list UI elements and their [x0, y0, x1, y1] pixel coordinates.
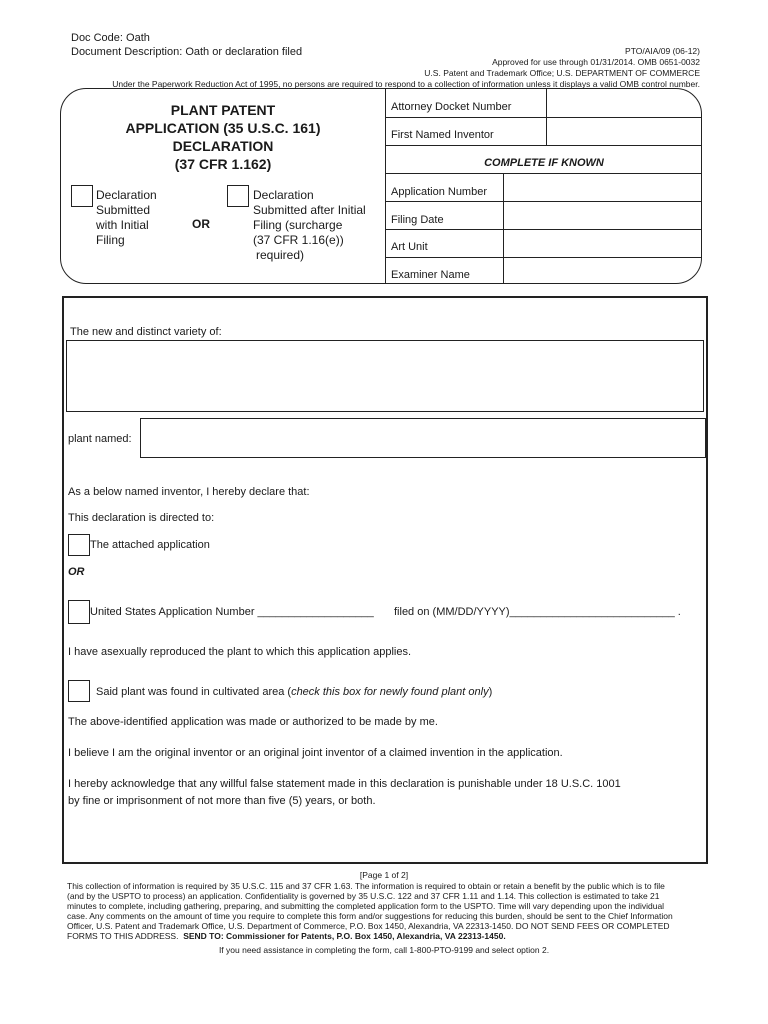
application-number-field[interactable] [505, 175, 701, 200]
attached-application-checkbox[interactable] [68, 534, 90, 556]
plant-named-field[interactable] [140, 418, 706, 458]
burden-line: case. Any comments on the amount of time you require to complete this form and/or suggestions for reducing this burden, should be sent to the Chief Information [67, 911, 673, 921]
option-a-line: Submitted [96, 203, 151, 217]
form-id: PTO/AIA/09 (06-12) [625, 46, 700, 56]
title-line-3: DECLARATION [172, 138, 274, 154]
filed-on-label: filed on (MM/DD/YYYY)___________________________ . [394, 606, 681, 618]
declare-line: As a below named inventor, I hereby declare that: [68, 486, 310, 498]
option-b-line: required) [256, 248, 305, 262]
cultivated-area-label [96, 686, 492, 698]
option-after-filing [253, 188, 366, 263]
grid-divider [385, 145, 702, 146]
plant-named-label: plant named: [68, 433, 132, 445]
grid-divider [385, 117, 702, 118]
burden-line: FORMS TO THIS ADDRESS. [67, 931, 179, 941]
agency-line: U.S. Patent and Trademark Office; U.S. DEPARTMENT OF COMMERCE [424, 68, 700, 78]
burden-line: This collection of information is required by 35 U.S.C. 115 and 37 CFR 1.63. The information is required to obtain or retain a benefit by the public which is to file [67, 881, 665, 891]
assistance-line: If you need assistance in completing the form, call 1-800-PTO-9199 and select option 2. [218, 945, 550, 955]
burden-line: minutes to complete, including gathering, preparing, and submitting the completed application form to the USPTO. Time will vary depending upon the individual [67, 901, 665, 911]
variety-label: The new and distinct variety of: [70, 326, 222, 338]
option-a-line: with Initial [96, 218, 149, 232]
cultivated-italic: check this box for newly found plant only [291, 686, 489, 698]
art-unit-label: Art Unit [391, 241, 428, 253]
authorized-statement: The above-identified application was made or authorized to be made by me. [68, 716, 438, 728]
or-label: OR [192, 217, 210, 231]
cultivated-prefix: Said plant was found in cultivated area ( [96, 686, 292, 698]
grid-divider [385, 229, 702, 230]
title-line-4: (37 CFR 1.162) [174, 156, 272, 172]
declaration-body [62, 296, 708, 864]
option-b-line: Submitted after Initial [253, 203, 366, 217]
form-title [61, 101, 385, 173]
application-number-label: Application Number [391, 186, 487, 198]
burden-line: Officer, U.S. Patent and Trademark Office, U.S. Department of Commerce, P.O. Box 1450, Alexandria, VA 22313-1450. DO NOT SEND FEES OR COMPLETED [67, 921, 670, 931]
grid-divider [385, 173, 702, 174]
initial-filing-checkbox[interactable] [71, 185, 93, 207]
send-to-address: SEND TO: Commissioner for Patents, P.O. Box 1450, Alexandria, VA 22313-1450. [183, 931, 506, 941]
option-b-line: (37 CFR 1.16(e)) [253, 233, 344, 247]
us-application-checkbox[interactable] [68, 600, 90, 624]
complete-if-known: COMPLETE IF KNOWN [484, 157, 604, 169]
approval-line: Approved for use through 01/31/2014. OMB 0651-0032 [492, 57, 700, 67]
art-unit-field[interactable] [505, 231, 701, 256]
variety-field[interactable] [66, 340, 704, 412]
or-label: OR [68, 566, 85, 578]
examiner-name-field[interactable] [505, 259, 701, 284]
us-application-number-label: United States Application Number ___________________ [90, 606, 374, 618]
acknowledge-line-2: by fine or imprisonment of not more than five (5) years, or both. [68, 795, 376, 807]
after-filing-checkbox[interactable] [227, 185, 249, 207]
title-line-2: APPLICATION (35 U.S.C. 161) [125, 120, 321, 136]
option-a-line: Declaration [96, 188, 157, 202]
attorney-docket-field[interactable] [548, 91, 700, 116]
doc-description: Document Description: Oath or declaration filed [71, 46, 303, 58]
acknowledge-line-1: I hereby acknowledge that any willful false statement made in this declaration is punishable under 18 U.S.C. 1001 [68, 778, 621, 790]
first-inventor-field[interactable] [548, 119, 700, 144]
filing-date-field[interactable] [505, 203, 701, 228]
first-inventor-label: First Named Inventor [391, 129, 494, 141]
cultivated-suffix: ) [488, 686, 493, 698]
option-initial-filing [96, 188, 157, 248]
option-b-line: Declaration [253, 188, 314, 202]
examiner-name-label: Examiner Name [391, 269, 470, 281]
burden-line: (and by the USPTO to process) an application. Confidentiality is governed by 35 U.S.C. 122 and 37 CFR 1.11 and 1.14. This collection is estimated to take 21 [67, 891, 660, 901]
grid-divider [385, 89, 386, 284]
attached-application-label: The attached application [90, 539, 210, 551]
paperwork-notice: Under the Paperwork Reduction Act of 1995, no persons are required to respond to a collection of information unless it displays a valid OMB control number. [112, 79, 700, 89]
asexually-statement: I have asexually reproduced the plant to which this application applies. [68, 646, 412, 658]
doc-code: Doc Code: Oath [71, 32, 150, 44]
grid-divider [385, 257, 702, 258]
option-a-line: Filing [96, 233, 125, 247]
filing-date-label: Filing Date [391, 214, 444, 226]
option-b-line: Filing (surcharge [253, 218, 343, 232]
cultivated-area-checkbox[interactable] [68, 680, 90, 702]
header-box [60, 88, 702, 284]
page-number: [Page 1 of 2] [359, 870, 409, 880]
title-line-1: PLANT PATENT [170, 102, 276, 118]
directed-to: This declaration is directed to: [68, 512, 215, 524]
original-inventor-statement: I believe I am the original inventor or an original joint inventor of a claimed invention in the application. [68, 747, 563, 759]
attorney-docket-label: Attorney Docket Number [391, 101, 512, 113]
burden-statement [67, 881, 707, 941]
grid-divider [385, 201, 702, 202]
